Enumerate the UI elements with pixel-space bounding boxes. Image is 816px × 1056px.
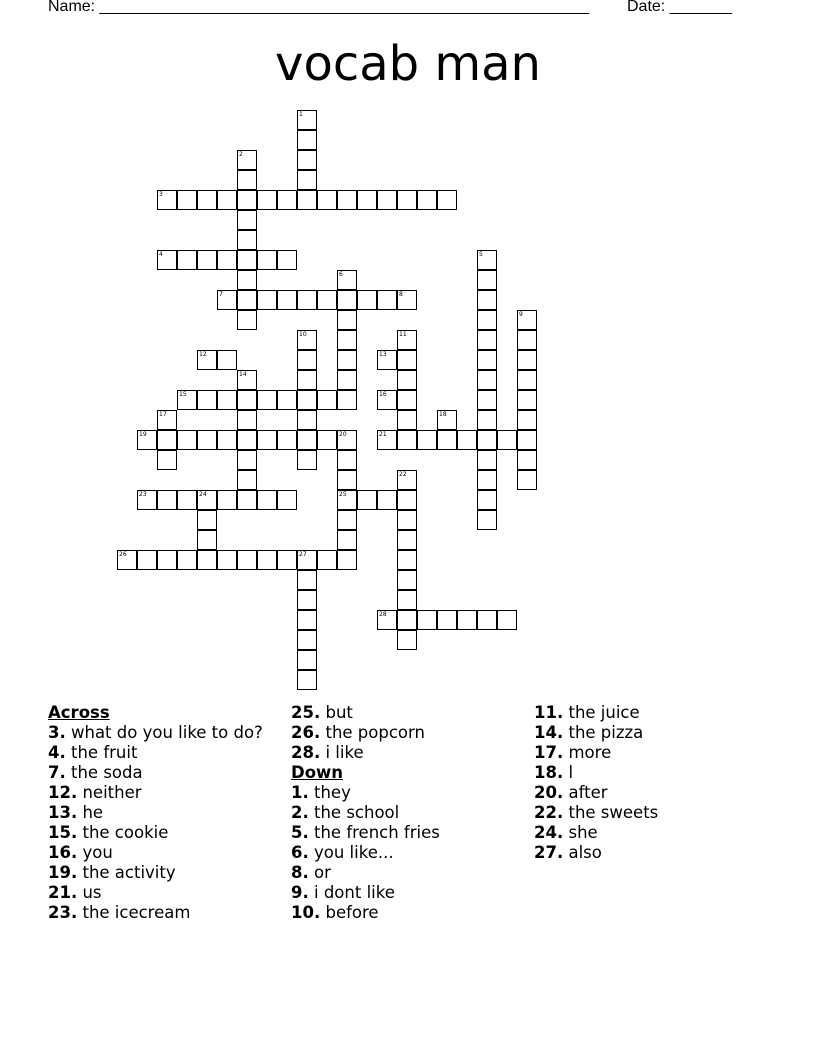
grid-cell[interactable]: [337, 350, 357, 370]
clue-item: [48, 883, 263, 903]
grid-cell[interactable]: [317, 190, 337, 210]
grid-cell[interactable]: [297, 110, 317, 130]
clue-item: [291, 863, 511, 883]
grid-cell[interactable]: [157, 450, 177, 470]
grid-cell[interactable]: [277, 430, 297, 450]
clue-item-text: more: [563, 743, 612, 762]
clue-item-text: she: [563, 823, 598, 842]
clue-item-number: 10.: [291, 903, 321, 922]
clue-item-number: 20.: [534, 783, 564, 802]
grid-cell[interactable]: [237, 450, 257, 470]
clue-item-number: 5.: [291, 823, 309, 842]
grid-cell[interactable]: [257, 250, 277, 270]
clue-item-number: 26.: [291, 723, 321, 742]
clue-item-number: 1.: [291, 783, 309, 802]
clue-item: [534, 803, 764, 823]
grid-cell[interactable]: [217, 390, 237, 410]
grid-cell[interactable]: [317, 430, 337, 450]
grid-cell[interactable]: [337, 290, 357, 310]
clue-item-text: but: [320, 703, 353, 722]
clue-number: 12: [199, 351, 207, 358]
grid-cell[interactable]: [357, 490, 377, 510]
grid-cell[interactable]: [397, 190, 417, 210]
grid-cell[interactable]: [317, 390, 337, 410]
clue-item-number: 8.: [291, 863, 309, 882]
grid-cell[interactable]: [237, 270, 257, 290]
grid-cell[interactable]: [477, 330, 497, 350]
clue-item-number: 25.: [291, 703, 321, 722]
grid-cell[interactable]: [337, 450, 357, 470]
grid-cell[interactable]: [177, 430, 197, 450]
clue-number: 5: [479, 251, 483, 258]
grid-cell[interactable]: [157, 250, 177, 270]
clue-number: 27: [299, 551, 307, 558]
clue-number: 2: [239, 151, 243, 158]
grid-cell[interactable]: [337, 470, 357, 490]
grid-cell[interactable]: [397, 630, 417, 650]
grid-cell[interactable]: [237, 490, 257, 510]
grid-cell[interactable]: [177, 390, 197, 410]
grid-cell[interactable]: [277, 390, 297, 410]
clue-item: [534, 703, 764, 723]
clue-number: 25: [339, 491, 347, 498]
grid-cell[interactable]: [397, 290, 417, 310]
clue-item-number: 12.: [48, 783, 78, 802]
clue-item-text: also: [563, 843, 602, 862]
grid-cell[interactable]: [157, 190, 177, 210]
grid-cell[interactable]: [477, 490, 497, 510]
grid-cell[interactable]: [517, 450, 537, 470]
grid-cell[interactable]: [437, 190, 457, 210]
clue-item-number: 22.: [534, 803, 564, 822]
clue-number: 23: [139, 491, 147, 498]
clue-item-text: or: [308, 863, 331, 882]
grid-cell[interactable]: [237, 170, 257, 190]
grid-cell[interactable]: [437, 410, 457, 430]
clue-item-number: 17.: [534, 743, 564, 762]
grid-cell[interactable]: [257, 490, 277, 510]
clue-list: [534, 703, 764, 863]
grid-cell[interactable]: [237, 550, 257, 570]
grid-cell[interactable]: [297, 190, 317, 210]
clue-item-text: the cookie: [77, 823, 169, 842]
grid-cell[interactable]: [337, 330, 357, 350]
grid-cell[interactable]: [337, 550, 357, 570]
grid-cell[interactable]: [397, 490, 417, 510]
grid-cell[interactable]: [297, 550, 317, 570]
name-field-label: Name: _______________________________________________________: [48, 0, 589, 15]
grid-cell[interactable]: [497, 430, 517, 450]
grid-cell[interactable]: [397, 330, 417, 350]
clue-number: 1: [299, 111, 303, 118]
grid-cell[interactable]: [337, 370, 357, 390]
grid-cell[interactable]: [417, 190, 437, 210]
clue-item: [48, 763, 263, 783]
grid-cell[interactable]: [477, 610, 497, 630]
clue-number: 11: [399, 331, 407, 338]
grid-cell[interactable]: [377, 490, 397, 510]
grid-cell[interactable]: [337, 390, 357, 410]
grid-cell[interactable]: [237, 250, 257, 270]
clue-item-text: the juice: [563, 703, 640, 722]
clue-number: 15: [179, 391, 187, 398]
grid-cell[interactable]: [237, 290, 257, 310]
clue-item: [48, 803, 263, 823]
grid-cell[interactable]: [297, 670, 317, 690]
grid-cell[interactable]: [337, 530, 357, 550]
clue-item-number: 28.: [291, 743, 321, 762]
clue-item-text: i dont like: [308, 883, 395, 902]
clue-item-text: the icecream: [77, 903, 191, 922]
grid-cell[interactable]: [517, 410, 537, 430]
grid-cell[interactable]: [177, 490, 197, 510]
grid-cell[interactable]: [297, 570, 317, 590]
grid-cell[interactable]: [377, 390, 397, 410]
grid-cell[interactable]: [477, 450, 497, 470]
clue-item: [48, 823, 263, 843]
grid-cell[interactable]: [217, 250, 237, 270]
grid-cell[interactable]: [297, 290, 317, 310]
clue-item-number: 16.: [48, 843, 78, 862]
clues-column-3: [534, 703, 764, 863]
clue-item-number: 19.: [48, 863, 78, 882]
clue-item-text: before: [320, 903, 379, 922]
across-heading: Across: [48, 703, 110, 722]
clue-number: 7: [219, 291, 223, 298]
grid-cell[interactable]: [197, 390, 217, 410]
grid-cell[interactable]: [217, 190, 237, 210]
clue-item-text: the soda: [65, 763, 143, 782]
grid-cell[interactable]: [257, 290, 277, 310]
clues-column-1: [48, 703, 263, 923]
grid-cell[interactable]: [237, 470, 257, 490]
grid-cell[interactable]: [377, 610, 397, 630]
clue-list: [48, 723, 263, 923]
grid-cell[interactable]: [397, 550, 417, 570]
grid-cell[interactable]: [517, 350, 537, 370]
page-title: vocab man: [275, 36, 541, 92]
grid-cell[interactable]: [197, 550, 217, 570]
clue-number: 4: [159, 251, 163, 258]
grid-cell[interactable]: [317, 550, 337, 570]
grid-cell[interactable]: [517, 370, 537, 390]
grid-cell[interactable]: [177, 190, 197, 210]
grid-cell[interactable]: [277, 550, 297, 570]
grid-cell[interactable]: [397, 350, 417, 370]
clue-number: 17: [159, 411, 167, 418]
clue-item-number: 3.: [48, 723, 66, 742]
grid-cell[interactable]: [257, 430, 277, 450]
date-field-label: Date: _______: [627, 0, 732, 15]
grid-cell[interactable]: [477, 270, 497, 290]
grid-cell[interactable]: [297, 430, 317, 450]
clue-item: [48, 723, 263, 743]
down-heading: Down: [291, 763, 344, 782]
clue-item-number: 9.: [291, 883, 309, 902]
grid-cell[interactable]: [197, 430, 217, 450]
clue-item-number: 18.: [534, 763, 564, 782]
grid-cell[interactable]: [277, 490, 297, 510]
grid-cell[interactable]: [177, 550, 197, 570]
grid-cell[interactable]: [257, 190, 277, 210]
grid-cell[interactable]: [237, 390, 257, 410]
grid-cell[interactable]: [297, 330, 317, 350]
grid-cell[interactable]: [157, 490, 177, 510]
grid-cell[interactable]: [397, 370, 417, 390]
grid-cell[interactable]: [477, 250, 497, 270]
grid-cell[interactable]: [177, 250, 197, 270]
grid-cell[interactable]: [337, 190, 357, 210]
grid-cell[interactable]: [517, 470, 537, 490]
clue-number: 21: [379, 431, 387, 438]
clue-item: [48, 783, 263, 803]
grid-cell[interactable]: [297, 130, 317, 150]
grid-cell[interactable]: [397, 610, 417, 630]
grid-cell[interactable]: [517, 390, 537, 410]
grid-cell[interactable]: [237, 430, 257, 450]
grid-cell[interactable]: [297, 150, 317, 170]
grid-cell[interactable]: [237, 150, 257, 170]
clue-item: [291, 903, 511, 923]
clue-item-text: the activity: [77, 863, 176, 882]
grid-cell[interactable]: [377, 290, 397, 310]
grid-cell[interactable]: [357, 290, 377, 310]
grid-cell[interactable]: [197, 510, 217, 530]
grid-cell[interactable]: [317, 290, 337, 310]
grid-cell[interactable]: [237, 370, 257, 390]
grid-cell[interactable]: [397, 570, 417, 590]
grid-cell[interactable]: [377, 190, 397, 210]
grid-cell[interactable]: [477, 470, 497, 490]
clue-item-text: you: [77, 843, 113, 862]
clue-item-number: 23.: [48, 903, 78, 922]
clue-item: [291, 723, 511, 743]
grid-cell[interactable]: [337, 490, 357, 510]
clue-number: 10: [299, 331, 307, 338]
grid-cell[interactable]: [477, 430, 497, 450]
grid-cell[interactable]: [497, 610, 517, 630]
grid-cell[interactable]: [477, 510, 497, 530]
grid-cell[interactable]: [377, 430, 397, 450]
grid-cell[interactable]: [297, 350, 317, 370]
grid-cell[interactable]: [417, 610, 437, 630]
clue-number: 18: [439, 411, 447, 418]
clue-item-text: he: [77, 803, 104, 822]
clue-number: 19: [139, 431, 147, 438]
clue-number: 26: [119, 551, 127, 558]
clue-item: [291, 803, 511, 823]
grid-cell[interactable]: [477, 350, 497, 370]
grid-cell[interactable]: [297, 410, 317, 430]
grid-cell[interactable]: [217, 550, 237, 570]
clue-item-text: the popcorn: [320, 723, 425, 742]
clue-item-text: after: [563, 783, 608, 802]
grid-cell[interactable]: [297, 370, 317, 390]
clue-item: [291, 703, 511, 723]
clue-item: [534, 843, 764, 863]
grid-cell[interactable]: [197, 530, 217, 550]
grid-cell[interactable]: [137, 430, 157, 450]
clue-number: 20: [339, 431, 347, 438]
clue-item-text: the pizza: [563, 723, 644, 742]
grid-cell[interactable]: [297, 630, 317, 650]
clue-item: [534, 743, 764, 763]
grid-cell[interactable]: [297, 590, 317, 610]
clue-number: 22: [399, 471, 407, 478]
clue-item-number: 7.: [48, 763, 66, 782]
clue-item: [291, 743, 511, 763]
grid-cell[interactable]: [457, 610, 477, 630]
clue-item-text: they: [308, 783, 351, 802]
clue-item-number: 27.: [534, 843, 564, 862]
grid-cell[interactable]: [517, 430, 537, 450]
clue-number: 28: [379, 611, 387, 618]
grid-cell[interactable]: [397, 470, 417, 490]
clue-item-text: l: [563, 763, 574, 782]
clue-item: [48, 863, 263, 883]
grid-cell[interactable]: [117, 550, 137, 570]
grid-cell[interactable]: [197, 350, 217, 370]
clue-item-text: the fruit: [65, 743, 138, 762]
clue-item: [291, 843, 511, 863]
grid-cell[interactable]: [437, 430, 457, 450]
clue-item: [534, 723, 764, 743]
grid-cell[interactable]: [337, 430, 357, 450]
grid-cell[interactable]: [357, 190, 377, 210]
grid-cell[interactable]: [217, 350, 237, 370]
clue-item: [291, 783, 511, 803]
grid-cell[interactable]: [137, 490, 157, 510]
clue-item: [48, 743, 263, 763]
clue-number: 16: [379, 391, 387, 398]
grid-cell[interactable]: [217, 290, 237, 310]
grid-cell[interactable]: [237, 190, 257, 210]
clue-item-text: the french fries: [308, 823, 440, 842]
clue-item-text: neither: [77, 783, 142, 802]
clue-list: [291, 783, 511, 923]
grid-cell[interactable]: [457, 430, 477, 450]
grid-cell[interactable]: [297, 170, 317, 190]
grid-cell[interactable]: [237, 210, 257, 230]
clue-item: [534, 823, 764, 843]
grid-cell[interactable]: [477, 390, 497, 410]
grid-cell[interactable]: [397, 510, 417, 530]
clue-number: 9: [519, 311, 523, 318]
grid-cell[interactable]: [477, 410, 497, 430]
clue-number: 24: [199, 491, 207, 498]
clue-item-number: 15.: [48, 823, 78, 842]
clue-number: 3: [159, 191, 163, 198]
grid-cell[interactable]: [217, 490, 237, 510]
clue-number: 6: [339, 271, 343, 278]
grid-cell[interactable]: [397, 390, 417, 410]
clue-item: [291, 823, 511, 843]
clue-item-text: what do you like to do?: [65, 723, 263, 742]
clue-item-text: us: [77, 883, 102, 902]
grid-cell[interactable]: [517, 330, 537, 350]
clue-item: [291, 883, 511, 903]
grid-cell[interactable]: [217, 430, 237, 450]
grid-cell[interactable]: [197, 190, 217, 210]
grid-cell[interactable]: [297, 390, 317, 410]
clue-item-number: 21.: [48, 883, 78, 902]
grid-cell[interactable]: [477, 290, 497, 310]
grid-cell[interactable]: [477, 310, 497, 330]
grid-cell[interactable]: [197, 250, 217, 270]
clue-item-number: 14.: [534, 723, 564, 742]
clues-column-2: [291, 703, 511, 923]
clue-list: [291, 703, 511, 763]
grid-cell[interactable]: [397, 430, 417, 450]
clue-item-text: i like: [320, 743, 364, 762]
clue-item: [48, 903, 263, 923]
clue-item-number: 2.: [291, 803, 309, 822]
grid-cell[interactable]: [237, 310, 257, 330]
clue-item-number: 24.: [534, 823, 564, 842]
clue-number: 13: [379, 351, 387, 358]
clue-item-text: the school: [308, 803, 400, 822]
grid-cell[interactable]: [137, 550, 157, 570]
grid-cell[interactable]: [257, 550, 277, 570]
grid-cell[interactable]: [397, 530, 417, 550]
clue-item: [48, 843, 263, 863]
grid-cell[interactable]: [397, 590, 417, 610]
grid-cell[interactable]: [157, 550, 177, 570]
clue-item-text: you like...: [308, 843, 394, 862]
grid-cell[interactable]: [377, 350, 397, 370]
grid-cell[interactable]: [157, 430, 177, 450]
grid-cell[interactable]: [297, 610, 317, 630]
grid-cell[interactable]: [297, 450, 317, 470]
clue-number: 8: [399, 291, 403, 298]
grid-cell[interactable]: [197, 490, 217, 510]
grid-cell[interactable]: [337, 510, 357, 530]
clue-item-text: the sweets: [563, 803, 659, 822]
clue-item-number: 4.: [48, 743, 66, 762]
grid-cell[interactable]: [397, 410, 417, 430]
clue-item-number: 6.: [291, 843, 309, 862]
grid-cell[interactable]: [517, 310, 537, 330]
clue-number: 14: [239, 371, 247, 378]
grid-cell[interactable]: [277, 250, 297, 270]
grid-cell[interactable]: [437, 610, 457, 630]
grid-cell[interactable]: [237, 230, 257, 250]
grid-cell[interactable]: [297, 650, 317, 670]
clue-item-number: 11.: [534, 703, 564, 722]
grid-cell[interactable]: [277, 190, 297, 210]
grid-cell[interactable]: [277, 290, 297, 310]
grid-cell[interactable]: [257, 390, 277, 410]
grid-cell[interactable]: [157, 410, 177, 430]
clue-item-number: 13.: [48, 803, 78, 822]
grid-cell[interactable]: [237, 410, 257, 430]
grid-cell[interactable]: [337, 310, 357, 330]
clue-item: [534, 763, 764, 783]
grid-cell[interactable]: [337, 270, 357, 290]
clue-item: [534, 783, 764, 803]
grid-cell[interactable]: [417, 430, 437, 450]
grid-cell[interactable]: [477, 370, 497, 390]
